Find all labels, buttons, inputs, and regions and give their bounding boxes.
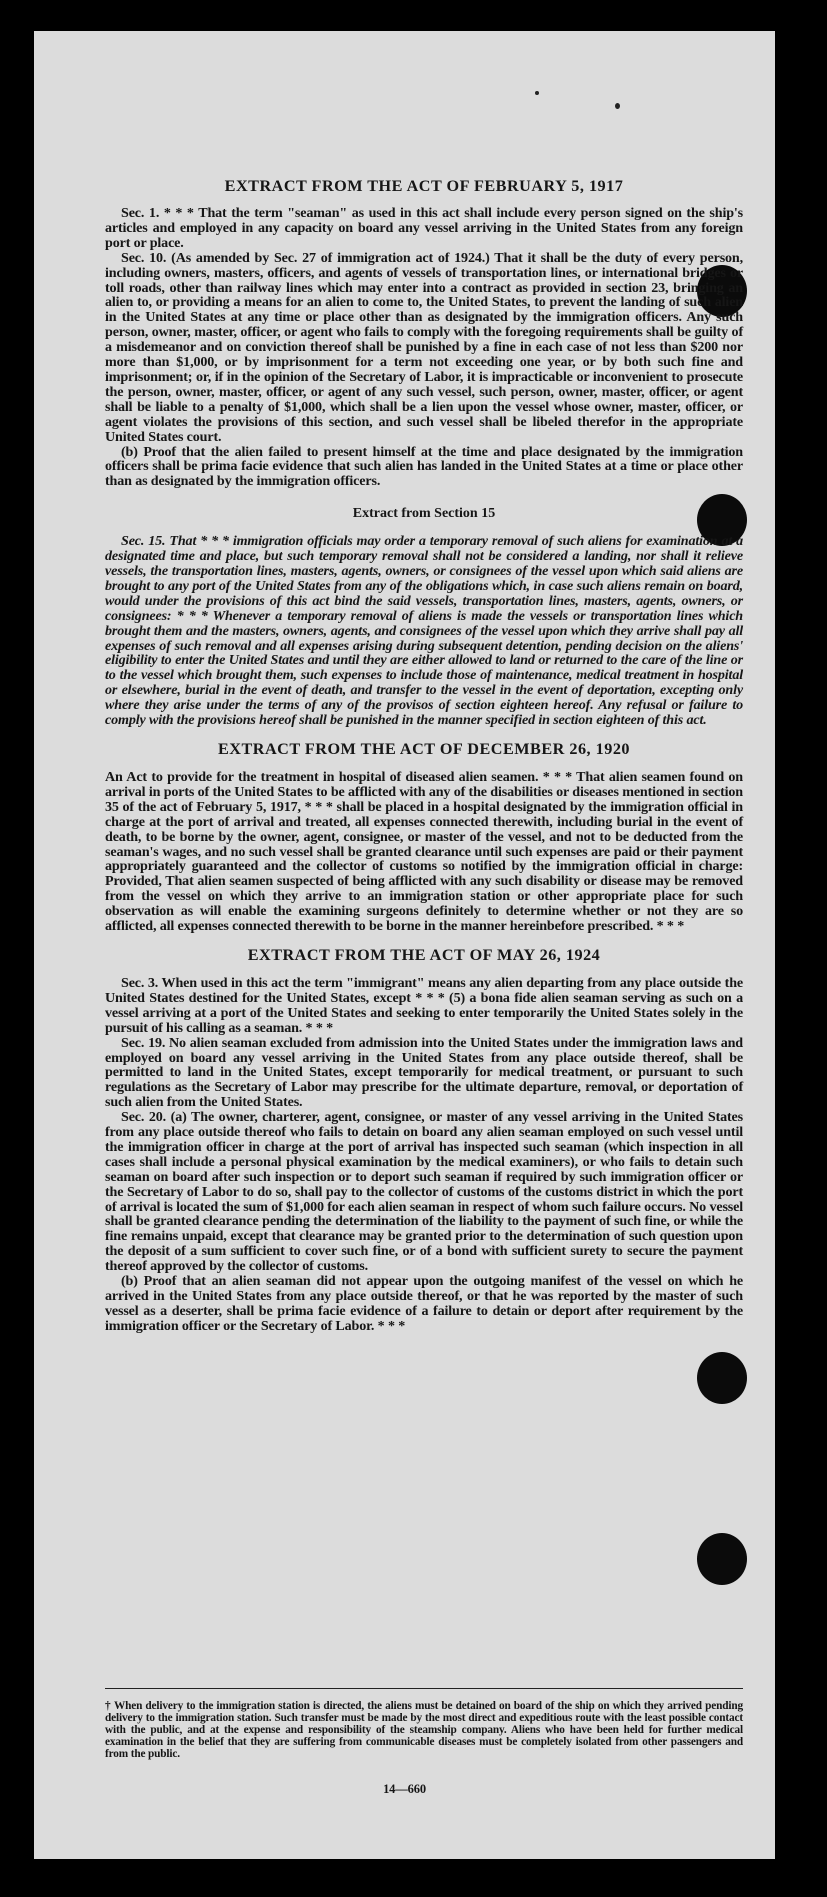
section-20a-paragraph: Sec. 20. (a) The owner, charterer, agent, consignee, or master of any vessel arriving in the United States from any place outside thereof who fails to detain on board any alien seaman employed on such vessel until the immigration officer in charge at the port of arrival has inspected such seaman (which inspection in all cases shall include a personal physical examination by the medical examiners), or who fails to detain such seaman on board after such inspection or to deport such seaman if required by such immigration officer or the Secretary of Labor to do so, shall pay to the collector of customs of the customs district in which the port of arrival is located the sum of $1,000 for each alien seaman in respect of whom such failure occurs. No vessel shall be granted clearance pending the determination of the liability to the payment of such fine, or while the fine remains unpaid, except that clearance may be granted prior to the determination of such question upon the deposit of a sum sufficient to cover such fine, or of a bond with sufficient surety to secure the payment thereof approved by the collector of customs. — [105, 1109, 743, 1275]
section-heading-dec-1920: EXTRACT FROM THE ACT OF DECEMBER 26, 1920 — [217, 740, 631, 758]
proof-paragraph: (b) Proof that the alien failed to present himself at the time and place designated by the immigration officers shall be prima facie evidence that such alien has landed in the United States at a time or place other than as designated by the immigration officers. — [105, 443, 743, 490]
punch-hole — [697, 1533, 747, 1585]
section-1-paragraph: Sec. 1. * * * That the term "seaman" as used in this act shall include every person signed on the ship's articles and employed in any capacity on board any vessel arriving in the United States from any foreign port or place. — [105, 205, 743, 251]
subheading-section-15: Extract from Section 15 — [352, 506, 496, 522]
punch-hole — [697, 1352, 747, 1404]
section-19-paragraph: Sec. 19. No alien seaman excluded from admission into the United States under the immigration laws and employed on board any vessel arriving in the United States from any place outside thereof, shall be permitted to land in the United States, except temporarily for medical treatment, or pursuant to such regulations as the Secretary of Labor may prescribe for the ultimate departure, removal, or deportation of such alien from the United States. — [105, 1034, 743, 1111]
speck-mark — [615, 103, 620, 109]
hospital-act-paragraph: An Act to provide for the treatment in hospital of diseased alien seamen. * * * That alien seamen found on arrival in ports of the United States to be afflicted with any of the disabilities or diseases mentioned in section 35 of the act of February 5, 1917, * * * shall be placed in a hospital designated by the immigration official in charge at the port of arrival and treated, all expenses connected therewith, including burial in the event of death, to be borne by the owner, agent, consignee, or master of the vessel, and not to be deducted from the seaman's wages, and no such vessel shall be granted clearance until such expenses are paid or their payment appropriately guaranteed and the collector of customs so notified by the immigration official in charge: Provided, That alien seamen suspected of being afflicted with any such disability or disease may be removed from the vessel on which they arrive to an immigration station or other appropriate place for such observation as will enable the examining surgeons definitely to determine whether or not they are so afflicted, all expenses connected therewith to be borne in the manner hereinbefore prescribed. * * * — [105, 769, 743, 935]
footnote-divider — [105, 1688, 743, 1689]
section-3-paragraph: Sec. 3. When used in this act the term "immigrant" means any alien departing from any place outside the United States destined for the United States, except * * * (5) a bona fide alien seaman serving as such on a vessel arriving at a port of the United States and seeking to enter temporarily the United States solely in the pursuit of his calling as a seaman. * * * — [105, 974, 743, 1036]
footnote: † When delivery to the immigration station is directed, the aliens must be detained on board of the ship on which they arrived pending delivery to the immigration station. Such transfer must be made by the most direct and expeditious route with the least possible contact with the public, and at the expense and responsibility of the steamship company. Aliens who have been held for further medical examination in the belief that they are suffering from communicable diseases must be completely isolated from other passengers and from the public. — [105, 1700, 743, 1761]
document-page — [34, 31, 775, 1859]
section-20b-paragraph: (b) Proof that an alien seaman did not appear upon the outgoing manifest of the vessel on which he arrived in the United States from any place outside thereof, or that he was reported by the master of such vessel as a deserter, shall be prima facie evidence of a failure to detain or deport after requirement by the immigration officer or the Secretary of Labor. * * * — [105, 1273, 743, 1334]
section-15-paragraph: Sec. 15. That * * * immigration officials may order a temporary removal of such aliens for examination at a designated time and place, but such temporary removal shall not be considered a landing, nor shall it relieve vessels, the transportation lines, masters, agents, owners, or consignees of the vessel upon which said aliens are brought to any port of the United States from any of the obligations which, in case such aliens remain on board, would under the provisions of this act bind the said vessels, transportation lines, masters, agents, owners, or consignees: * * * Whenever a temporary removal of aliens is made the vessels or transportation lines which brought them and the masters, owners, agents, and consignees of the vessel upon which they arrive shall pay all expenses of such removal and all expenses arising during subsequent detention, pending decision on the aliens' eligibility to enter the United States and until they are either allowed to land or returned to the care of the line or to the vessel which brought them, such expenses to include those of maintenance, medical treatment in hospital or elsewhere, burial in the event of death, and transfer to the vessel in the event of deportation, excepting only where they arise under the terms of any of the provisos of section eighteen hereof. Any refusal or failure to comply with the provisions hereof shall be punished in the manner specified in section eighteen of this act. — [105, 533, 743, 729]
speck-mark — [535, 91, 539, 95]
section-10-paragraph: Sec. 10. (As amended by Sec. 27 of immigration act of 1924.) That it shall be the duty of every person, including owners, masters, officers, and agents of vessels of transportation lines, or international bridges or toll roads, other than railway lines which may enter into a contract as provided in section 23, bringing an alien to, or providing a means for an alien to come to, the United States, to prevent the landing of such alien in the United States at any time or place other than as designated by the immigration officers. Any such person, owner, master, officer, or agent who fails to comply with the foregoing requirements shall be guilty of a misdemeanor and on conviction thereof shall be punished by a fine in each case of not less than $200 nor more than $1,000, or by imprisonment for a term not exceeding one year, or by both such fine and imprisonment; or, if in the opinion of the Secretary of Labor, it is impracticable or inconvenient to prosecute the person, owner, master, officer, or agent of any such vessel, such person, owner, master, officer, or agent shall be liable to a penalty of $1,000, which shall be a lien upon the vessel whose owner, master, officer, or agent violates the provisions of this section, and such vessel shall be libeled therefor in the appropriate United States court. — [105, 249, 743, 445]
section-heading-may-1924: EXTRACT FROM THE ACT OF MAY 26, 1924 — [247, 945, 601, 964]
section-heading-feb-1917: EXTRACT FROM THE ACT OF FEBRUARY 5, 1917 — [224, 177, 624, 195]
page-number: 14—660 — [383, 1782, 426, 1796]
document-body — [105, 177, 743, 1334]
